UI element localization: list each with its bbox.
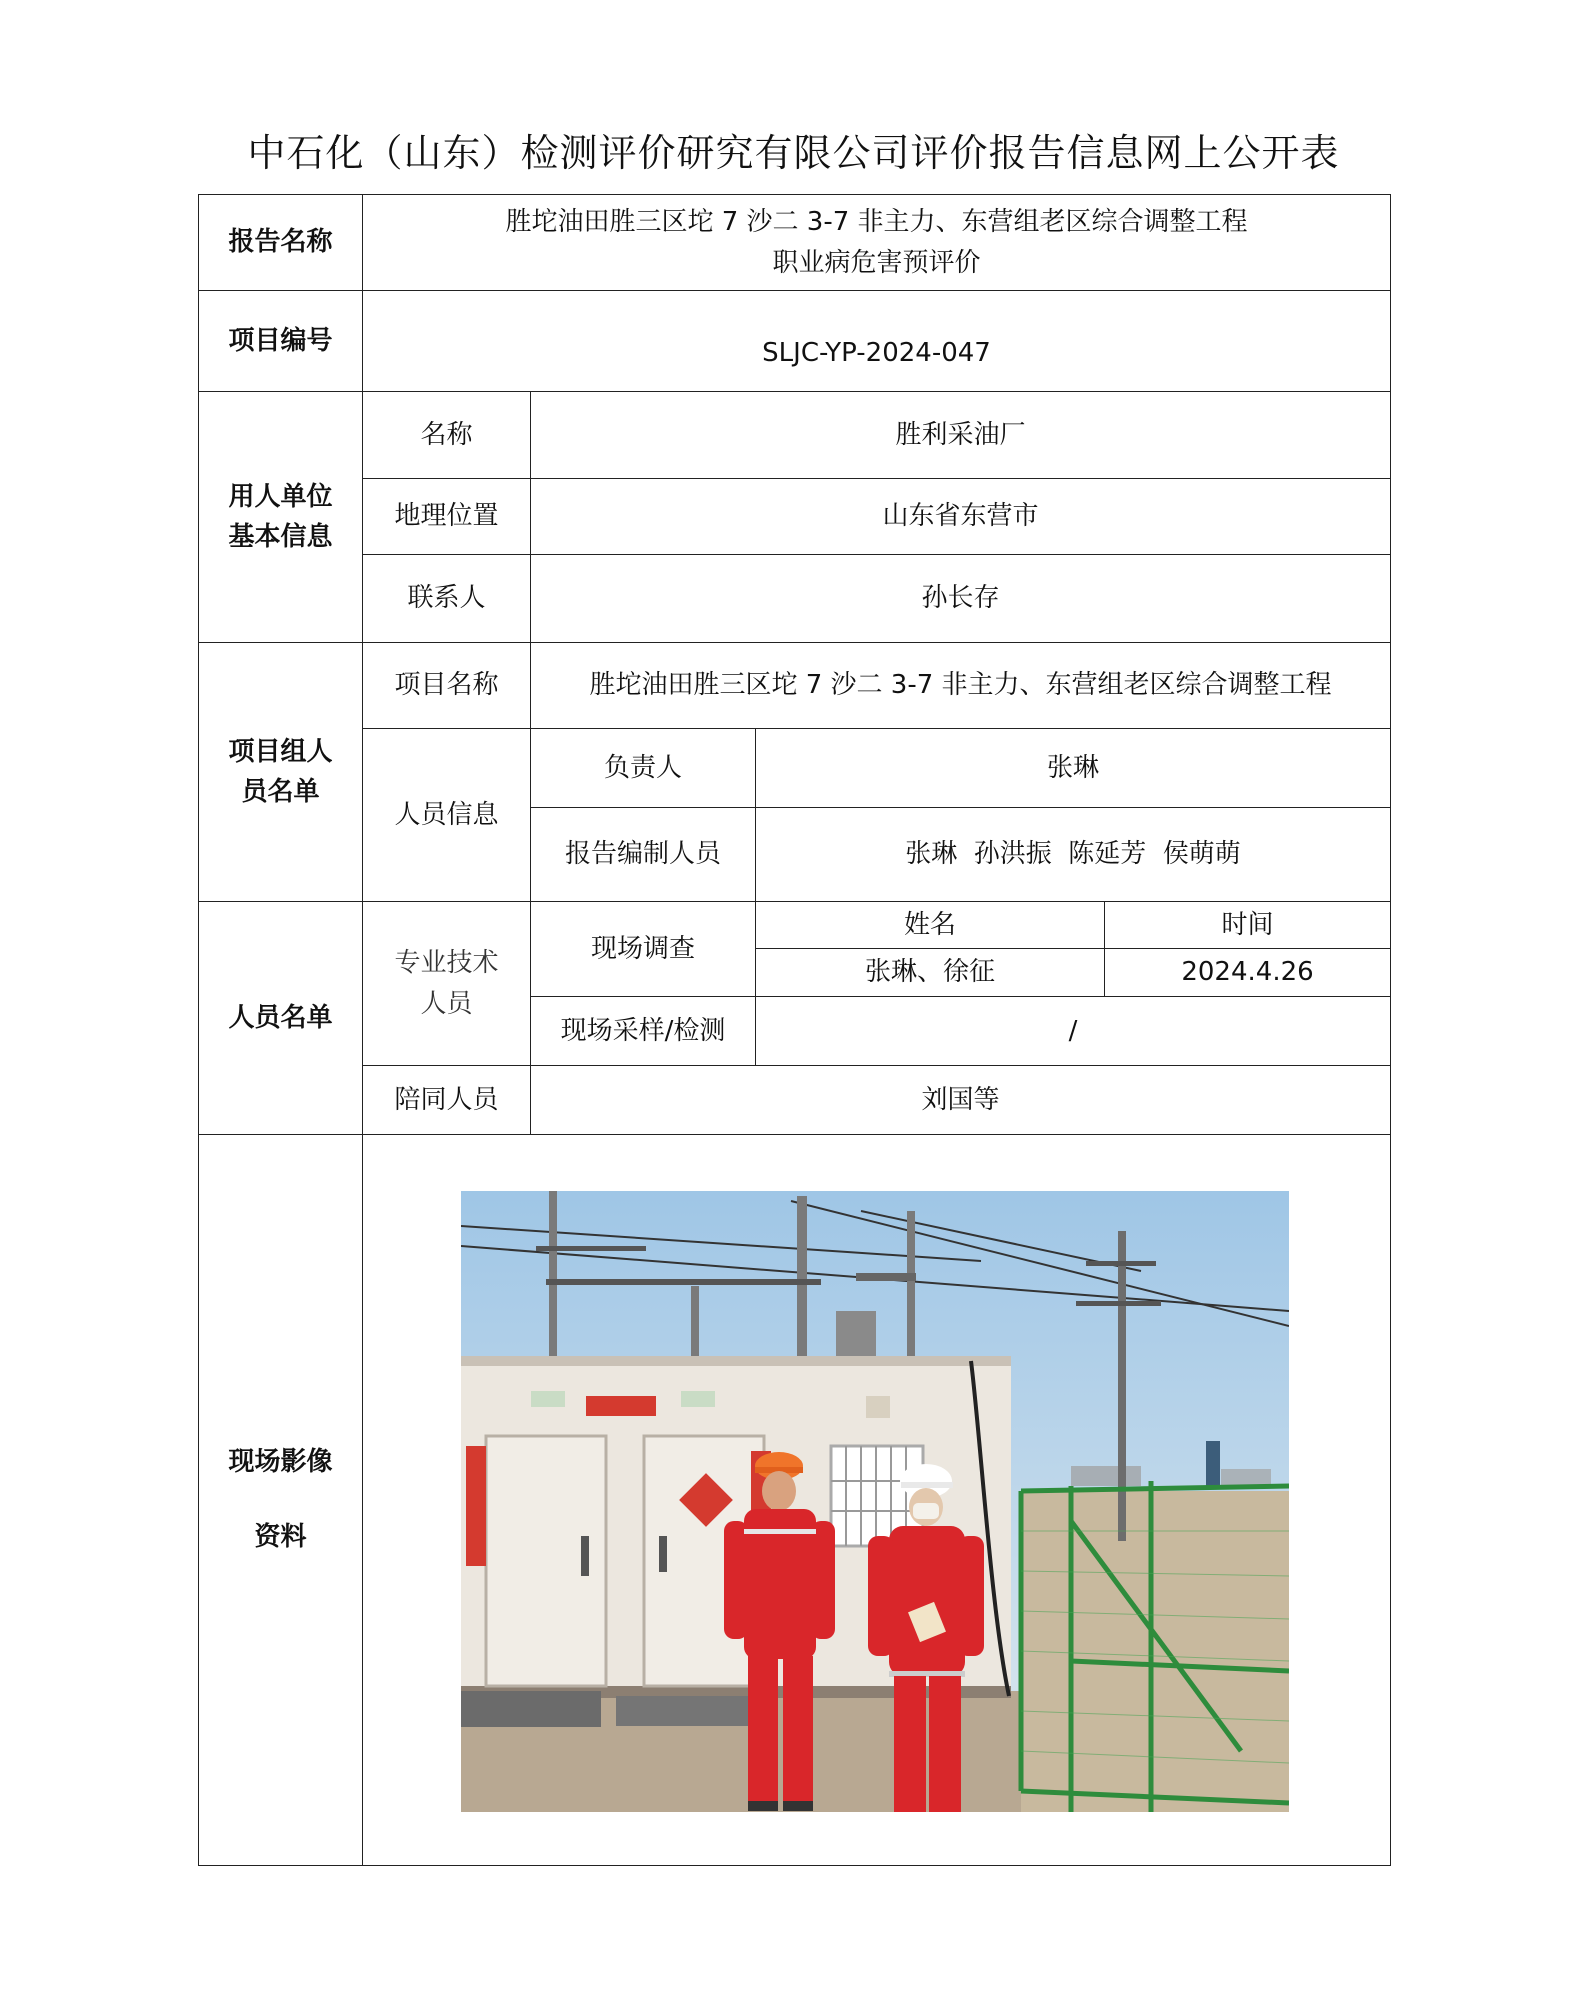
employer-contact-label: 联系人 xyxy=(363,555,531,643)
companion-label: 陪同人员 xyxy=(363,1066,531,1135)
col-time-header: 时间 xyxy=(1105,902,1391,949)
photo-label-line2: 资料 xyxy=(254,1522,307,1552)
employer-label-line2: 基本信息 xyxy=(228,522,333,552)
tech-staff-label xyxy=(363,902,531,1066)
employer-contact-value: 孙长存 xyxy=(531,555,1391,643)
authors-label: 报告编制人员 xyxy=(531,808,756,902)
survey-time: 2024.4.26 xyxy=(1105,949,1391,997)
page-title: 中石化（山东）检测评价研究有限公司评价报告信息网上公开表 xyxy=(247,131,1340,175)
report-name-line1: 胜坨油田胜三区坨 7 沙二 3-7 非主力、东营组老区综合调整工程 xyxy=(505,207,1248,238)
photo-label-line1: 现场影像 xyxy=(228,1446,333,1477)
employer-name-label: 名称 xyxy=(363,392,531,479)
report-name-label: 报告名称 xyxy=(199,195,363,291)
sampling-label: 现场采样/检测 xyxy=(531,997,756,1066)
employer-name-value: 胜利采油厂 xyxy=(531,392,1391,479)
team-project-name-value: 胜坨油田胜三区坨 7 沙二 3-7 非主力、东营组老区综合调整工程 xyxy=(531,643,1391,729)
personnel-label: 人员名单 xyxy=(199,902,363,1135)
companion-value: 刘国等 xyxy=(531,1066,1391,1135)
team-project-name-label: 项目名称 xyxy=(363,643,531,729)
employer-label-line1: 用人单位 xyxy=(228,481,333,512)
col-name-header: 姓名 xyxy=(756,902,1105,949)
report-name-line2: 职业病危害预评价 xyxy=(772,247,981,278)
employer-location-value: 山东省东营市 xyxy=(531,479,1391,555)
leader-value: 张琳 xyxy=(756,729,1391,808)
staff-info-label: 人员信息 xyxy=(363,729,531,902)
survey-names: 张琳、徐征 xyxy=(756,949,1105,997)
photo-cell xyxy=(363,1135,1391,1866)
photo-section-label xyxy=(199,1135,363,1866)
project-no-value: SLJC-YP-2024-047 xyxy=(363,291,1391,392)
photo-wrap xyxy=(363,1135,1390,1865)
sampling-value: / xyxy=(756,997,1391,1066)
site-photo xyxy=(461,1191,1289,1812)
team-label-line2: 员名单 xyxy=(241,777,320,807)
employer-label xyxy=(199,392,363,643)
team-label xyxy=(199,643,363,902)
project-no-label: 项目编号 xyxy=(199,291,363,392)
leader-label: 负责人 xyxy=(531,729,756,808)
survey-label: 现场调查 xyxy=(531,902,756,997)
authors-value: 张琳 孙洪振 陈延芳 侯萌萌 xyxy=(756,808,1391,902)
team-label-line1: 项目组人 xyxy=(228,736,333,767)
employer-location-label: 地理位置 xyxy=(363,479,531,555)
report-name-value xyxy=(363,195,1391,291)
tech-staff-label-line1: 专业技术 xyxy=(394,948,499,979)
tech-staff-label-line2: 人员 xyxy=(420,988,473,1019)
info-table xyxy=(198,194,1391,1866)
